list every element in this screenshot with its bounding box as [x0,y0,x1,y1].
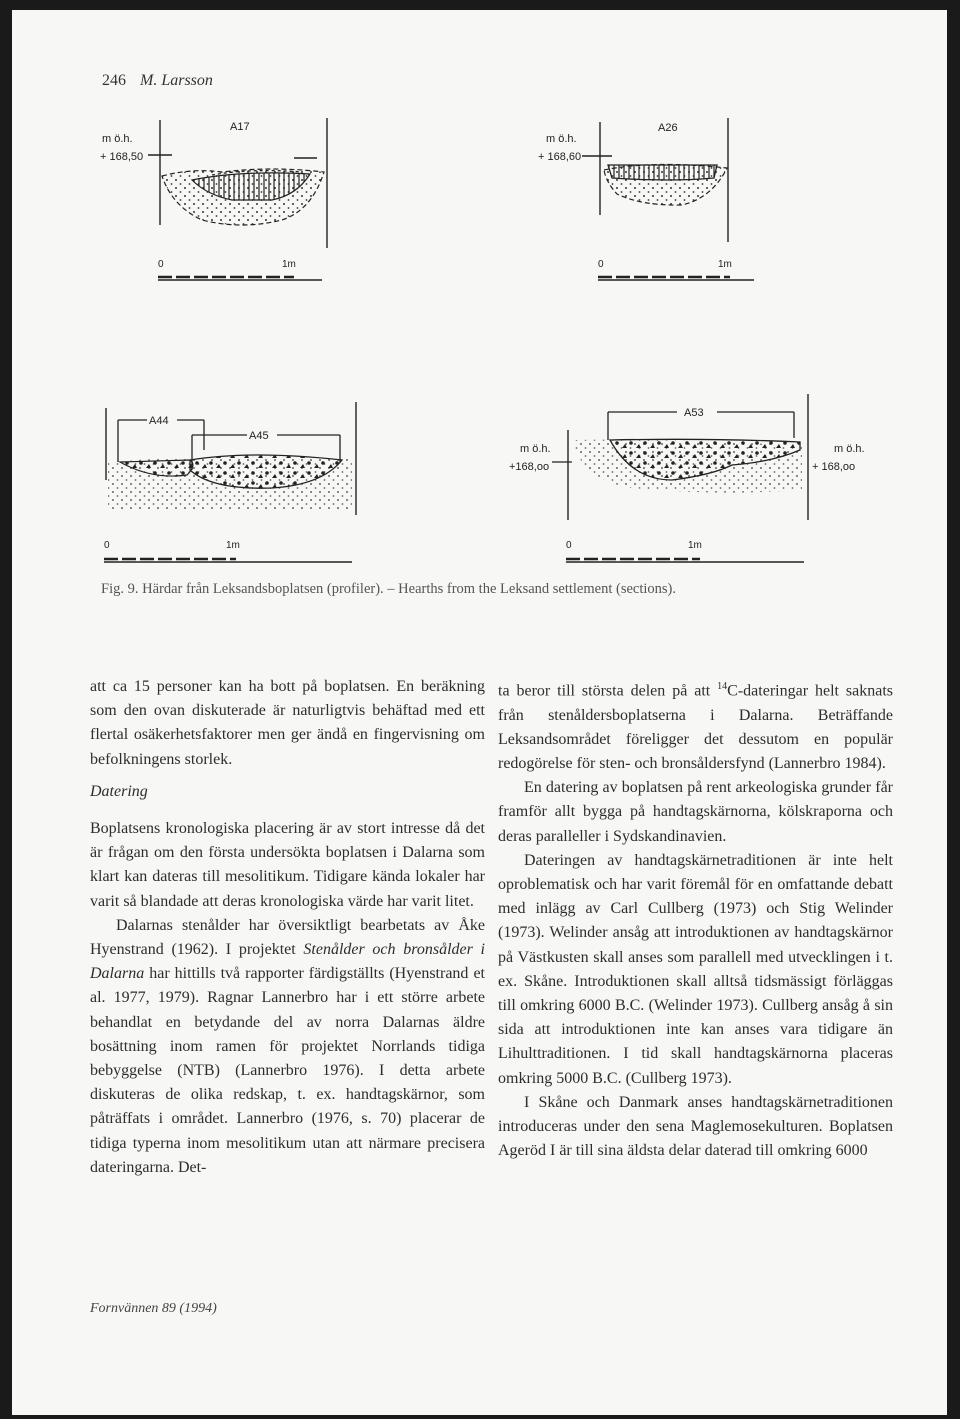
a17-level-value: + 168,50 [100,151,144,163]
a26-level-value: + 168,60 [538,151,582,163]
paragraph-text: har hittills två rapporter färdigställts (Hyenstrand et al. 1977, 1979). Ragnar Lannerbro har i ett större arbete behandlat en betydande del av norra Dalarnas äldre bosättning inom ramen för projektet Norrlands tidiga bebyggelse (NTB) (Lannerbro 1976). I detta arbete diskuteras de olika redskap, t. ex. handtagskärnor, som påträffats i området. Lannerbro (1976, s. 70) placerar de tidiga typerna inom mesolitikum utan att närmare precisera dateringarna. Det- [90,965,485,1176]
paragraph-text: Dalarnas stenålder har översiktligt bearbetats av Åke Hyenstrand (1962). I projektet [90,916,485,959]
a26-label: A26 [658,122,678,134]
scale-end: 1m [282,259,296,270]
paragraph: Dateringen av handtagskärnetraditionen är inte helt oproblematisk och har varit föremål för en omfattande debatt med inlägg av Carl Cullberg (1973) och Stig Welinder (1973). Welinder ansåg att introduktionen av handtagskärnor på Västkusten skall anses som parallell med utvecklingen i t. ex. Skåne. Introduktionen skall alltså tidsmässigt förläggas till omkring 6000 B.C. (Welinder 1973). Cullberg ansåg å sin sida att introduktionen inte kan anses vara tidigare än Lihulttraditionen. I tid skall handtagskärnorna placeras omkring 5000 B.C. (Cullberg 1973). [498,851,893,1087]
a17-label: A17 [230,121,250,133]
superscript: 14 [717,681,728,692]
running-author: M. Larsson [140,72,213,89]
a53-label: A53 [684,407,704,419]
page [12,10,947,1415]
left-column [90,675,485,1180]
paragraph: En datering av boplatsen på rent arkeologiska grunder får framför allt bygga på handtagskärnorna, kölskraporna och deras paralleller i Sydskandinavien. [498,779,893,845]
a53-level-label-right: m ö.h. [834,443,865,455]
scale-end: 1m [688,540,702,551]
page-number: 246 [102,72,126,89]
scale-end: 1m [226,540,240,551]
journal-footer: Fornvännen 89 (1994) [90,1301,217,1316]
project-title: Stenålder och bronsålder i Dalarna [90,941,486,983]
a17-level-label: m ö.h. [102,133,133,145]
paragraph: att ca 15 personer kan ha bott på boplatsen. En beräkning som den ovan diskuterade är naturligtvis behäftad med ett flertal osäkerhetsfaktorer men ger ändå en fingervisning om befolkningens storlek. [90,678,485,768]
paragraph-text: C-dateringar helt saknats från stenåldersboplatserna i Dalarna. Beträffande Leksandsområdet föreligger det dessutom en populär redogörelse för sten- och bronsåldersfynd (Lannerbro 1984). [498,682,893,772]
a44-label: A44 [149,415,169,427]
paragraph [90,914,485,1180]
scale-start: 0 [158,259,164,270]
a53-level-value: +168,oo [509,461,550,473]
a53-level-label: m ö.h. [520,443,551,455]
paragraph: I Skåne och Danmark anses handtagskärnetraditionen introduceras under den sena Maglemosekulturen. Boplatsen Ageröd I är till sina äldsta delar daterad till omkring 6000 [498,1093,893,1160]
profile-a26 [538,118,754,280]
profile-a44-a45 [104,402,356,562]
figure-hearth-profiles [12,10,947,630]
a45-label: A45 [249,430,269,442]
paragraph: Boplatsens kronologiska placering är av stort intresse då det är frågan om den första undersökta boplatsen i Dalarna som klart kan dateras till mesolitikum. Tidigare kända lokaler har varit så blandade att deras kronologiska värde har varit litet. [90,820,485,910]
scale-start: 0 [104,540,110,551]
figure-caption: Fig. 9. Härdar från Leksandsboplatsen (profiler). – Hearths from the Leksand settlement (sections). [101,581,676,597]
scale-start: 0 [598,259,604,270]
profile-a17 [100,118,327,280]
section-heading-datering: Datering [90,782,148,800]
a53-level-value-right: + 168,oo [812,461,856,473]
profile-a53 [509,394,865,562]
right-column [498,675,893,1163]
paragraph [498,675,893,776]
a26-level-label: m ö.h. [546,133,577,145]
scale-end: 1m [718,259,732,270]
paragraph-text: ta beror till största delen på att [498,682,718,700]
scale-start: 0 [566,540,572,551]
